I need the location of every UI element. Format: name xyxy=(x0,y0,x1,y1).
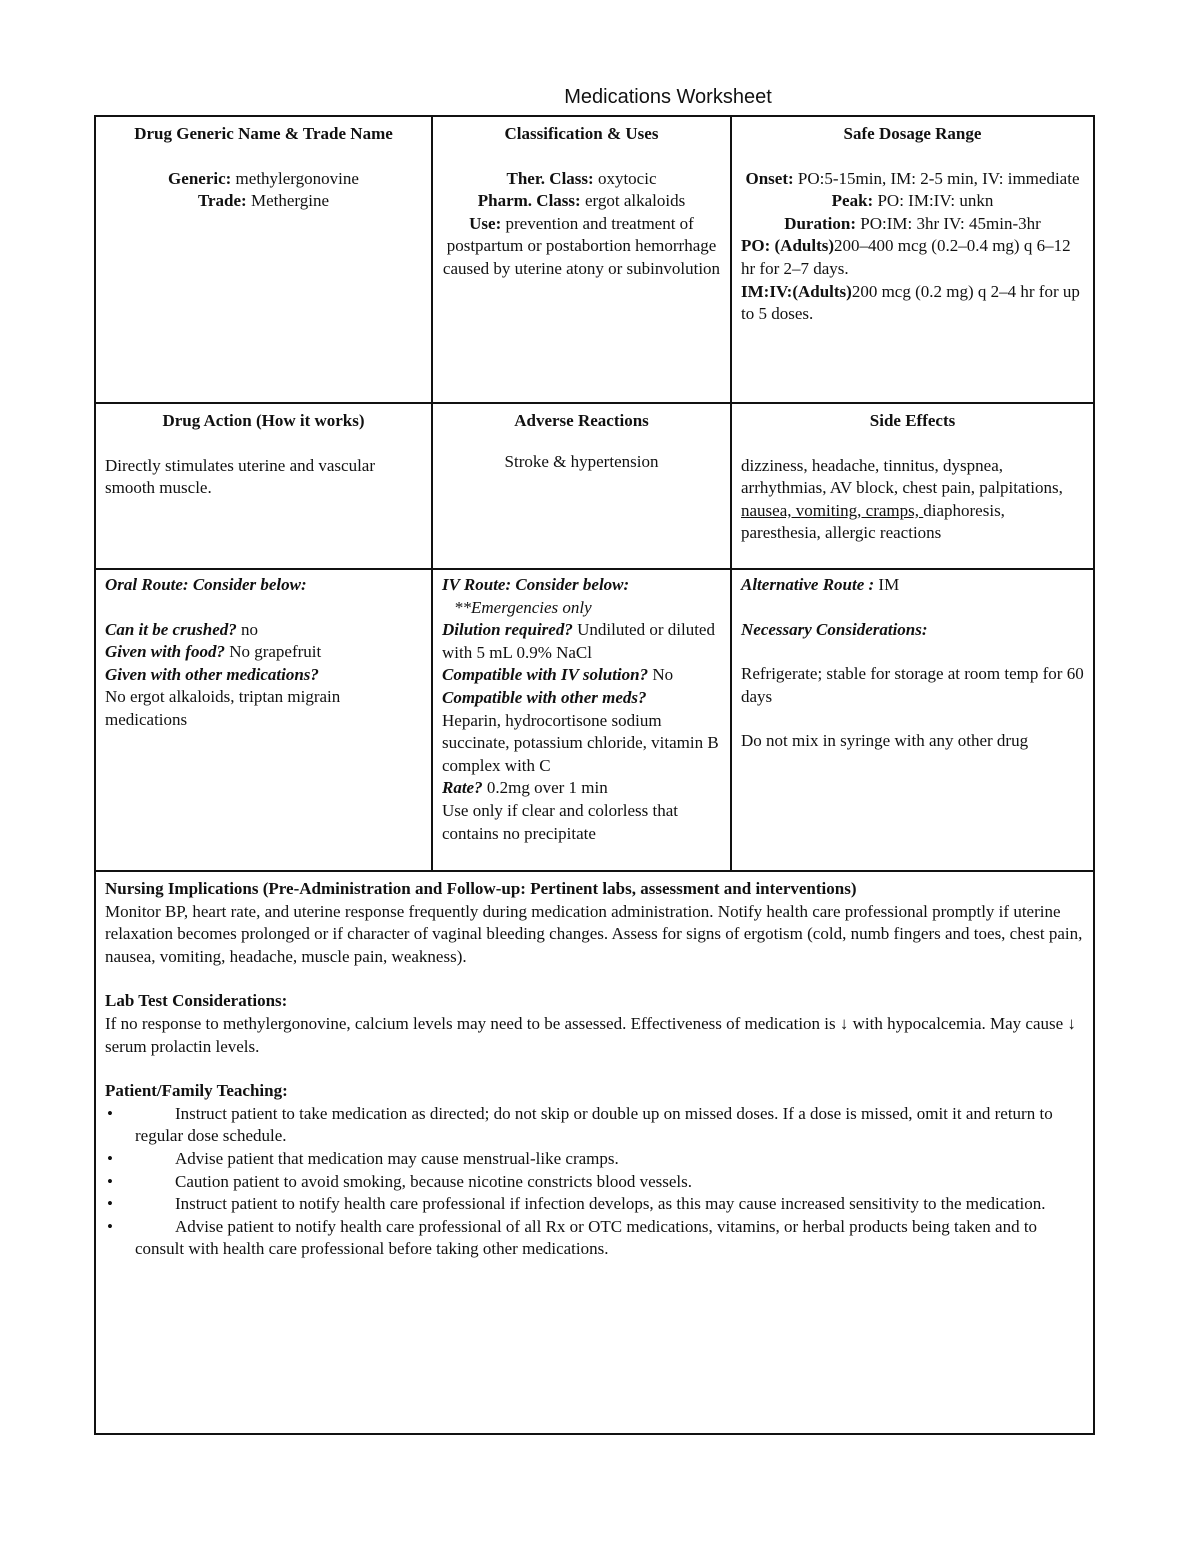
dosage-header: Safe Dosage Range xyxy=(843,124,982,143)
oral-crush: Can it be crushed? no xyxy=(105,619,259,639)
trade-name: Trade: Methergine xyxy=(197,191,330,211)
side-effects-header: Side Effects xyxy=(869,411,956,430)
cell-drug-action xyxy=(95,403,432,569)
duration: Duration: PO:IM: 3hr IV: 45min-3hr xyxy=(784,213,1041,233)
adverse-text: Stroke & hypertension xyxy=(504,451,659,471)
teaching-list xyxy=(105,1103,1084,1261)
list-item: • Instruct patient to take medication as directed; do not skip or double up on missed doses. If a dose is missed, omit it and return to regular dose schedule. xyxy=(107,1103,1053,1146)
bullet-icon: • xyxy=(107,1216,113,1236)
alt-refrigerate: Refrigerate; stable for storage at room temp for 60 days xyxy=(741,664,1084,706)
row-drug-info xyxy=(95,116,1094,403)
drug-name-header: Drug Generic Name & Trade Name xyxy=(134,124,393,143)
iv-dilution: Dilution required? Undiluted or diluted with 5 mL 0.9% NaCl xyxy=(442,620,715,662)
side-effects-text: dizziness, headache, tinnitus, dyspnea, arrhythmias, AV block, chest pain, palpitations, nausea, vomiting, cramps, diaphoresis, paresthesia, allergic reactions xyxy=(741,455,1063,543)
alt-no-mix: Do not mix in syringe with any other drug xyxy=(741,731,1029,751)
iv-route-header: IV Route: Consider below: xyxy=(442,575,630,594)
iv-compat-solution: Compatible with IV solution? No xyxy=(442,665,674,685)
list-item: • Caution patient to avoid smoking, because nicotine constricts blood vessels. xyxy=(105,1171,1084,1194)
peak: Peak: PO: IM:IV: unkn xyxy=(831,191,994,211)
row-routes xyxy=(95,569,1094,871)
po-dose: PO: (Adults)200–400 mcg (0.2–0.4 mg) q 6–12 hr for 2–7 days. xyxy=(741,236,1071,278)
nursing-header: Nursing Implications (Pre-Administration and Follow-up: Pertinent labs, assessment and interventions) xyxy=(105,879,857,898)
cell-adverse xyxy=(432,403,731,569)
lab-text: If no response to methylergonovine, calcium levels may need to be assessed. Effectiveness of medication is ↓ with hypocalcemia. May cause ↓ serum prolactin levels. xyxy=(105,1013,1076,1056)
bullet-icon: • xyxy=(107,1194,113,1214)
alt-route: Alternative Route : IM xyxy=(741,575,900,594)
iv-rate: Rate? 0.2mg over 1 min xyxy=(442,778,608,798)
cell-iv-route xyxy=(432,569,731,871)
imiv-dose: IM:IV:(Adults)200 mcg (0.2 mg) q 2–4 hr for up to 5 doses. xyxy=(741,281,1080,324)
medication-table xyxy=(94,115,1095,1435)
oral-meds-answer: No ergot alkaloids, triptan migrain medications xyxy=(105,687,341,729)
drug-action-header: Drug Action (How it works) xyxy=(162,411,365,430)
bullet-icon: • xyxy=(107,1103,113,1123)
teaching-header: Patient/Family Teaching: xyxy=(105,1081,288,1101)
cell-dosage xyxy=(731,116,1094,403)
cell-side-effects xyxy=(731,403,1094,569)
page-title: Medications Worksheet xyxy=(564,86,772,108)
cell-oral-route xyxy=(95,569,432,871)
row-effects xyxy=(95,403,1094,569)
oral-route-header: Oral Route: Consider below: xyxy=(105,575,307,594)
classification-header: Classification & Uses xyxy=(504,124,659,143)
bullet-icon: • xyxy=(107,1171,113,1191)
onset: Onset: PO:5-15min, IM: 2-5 min, IV: immediate xyxy=(745,168,1080,188)
row-nursing xyxy=(95,871,1094,1434)
oral-meds-question: Given with other medications? xyxy=(105,664,319,684)
adverse-header: Adverse Reactions xyxy=(514,411,649,430)
alt-necessary-header: Necessary Considerations: xyxy=(741,619,928,639)
cell-drug-name xyxy=(95,116,432,403)
cell-alternative-route xyxy=(731,569,1094,871)
bullet-icon: • xyxy=(107,1148,113,1168)
iv-compat-meds-question: Compatible with other meds? xyxy=(442,687,647,707)
cell-classification xyxy=(432,116,731,403)
list-item: • Advise patient that medication may cause menstrual-like cramps. xyxy=(105,1148,1084,1171)
nursing-text: Monitor BP, heart rate, and uterine response frequently during medication administration. Notify health care professional promptly if uterine relaxation becomes prolonged or if character of vaginal bleeding changes. Assess for signs of ergotism (cold, numb fingers and toes, chest pain, nausea, vomiting, headache, muscle pain, weakness). xyxy=(105,901,1083,966)
pharm-class: Pharm. Class: ergot alkaloids xyxy=(477,191,686,211)
list-item: • Advise patient to notify health care professional of all Rx or OTC medications, vitamins, or herbal products being taken and to consult with health care professional before taking other medications. xyxy=(107,1216,1038,1259)
drug-action-text: Directly stimulates uterine and vascular smooth muscle. xyxy=(105,455,376,498)
iv-compat-meds-answer: Heparin, hydrocortisone sodium succinate, potassium chloride, vitamin B complex with C xyxy=(442,710,719,775)
list-item: • Instruct patient to notify health care professional if infection develops, as this may cause increased sensitivity to the medication. xyxy=(105,1193,1084,1216)
iv-emergencies: **Emergencies only xyxy=(454,597,592,617)
oral-food: Given with food? No grapefruit xyxy=(105,642,322,662)
use-text: Use: prevention and treatment of postpartum or postabortion hemorrhage caused by uterine atony or subinvolution xyxy=(442,213,721,278)
generic-name: Generic: methylergonovine xyxy=(168,168,359,188)
lab-header: Lab Test Considerations: xyxy=(105,991,288,1011)
iv-note: Use only if clear and colorless that contains no precipitate xyxy=(442,800,679,843)
cell-nursing xyxy=(95,871,1094,1434)
ther-class: Ther. Class: oxytocic xyxy=(506,168,657,188)
